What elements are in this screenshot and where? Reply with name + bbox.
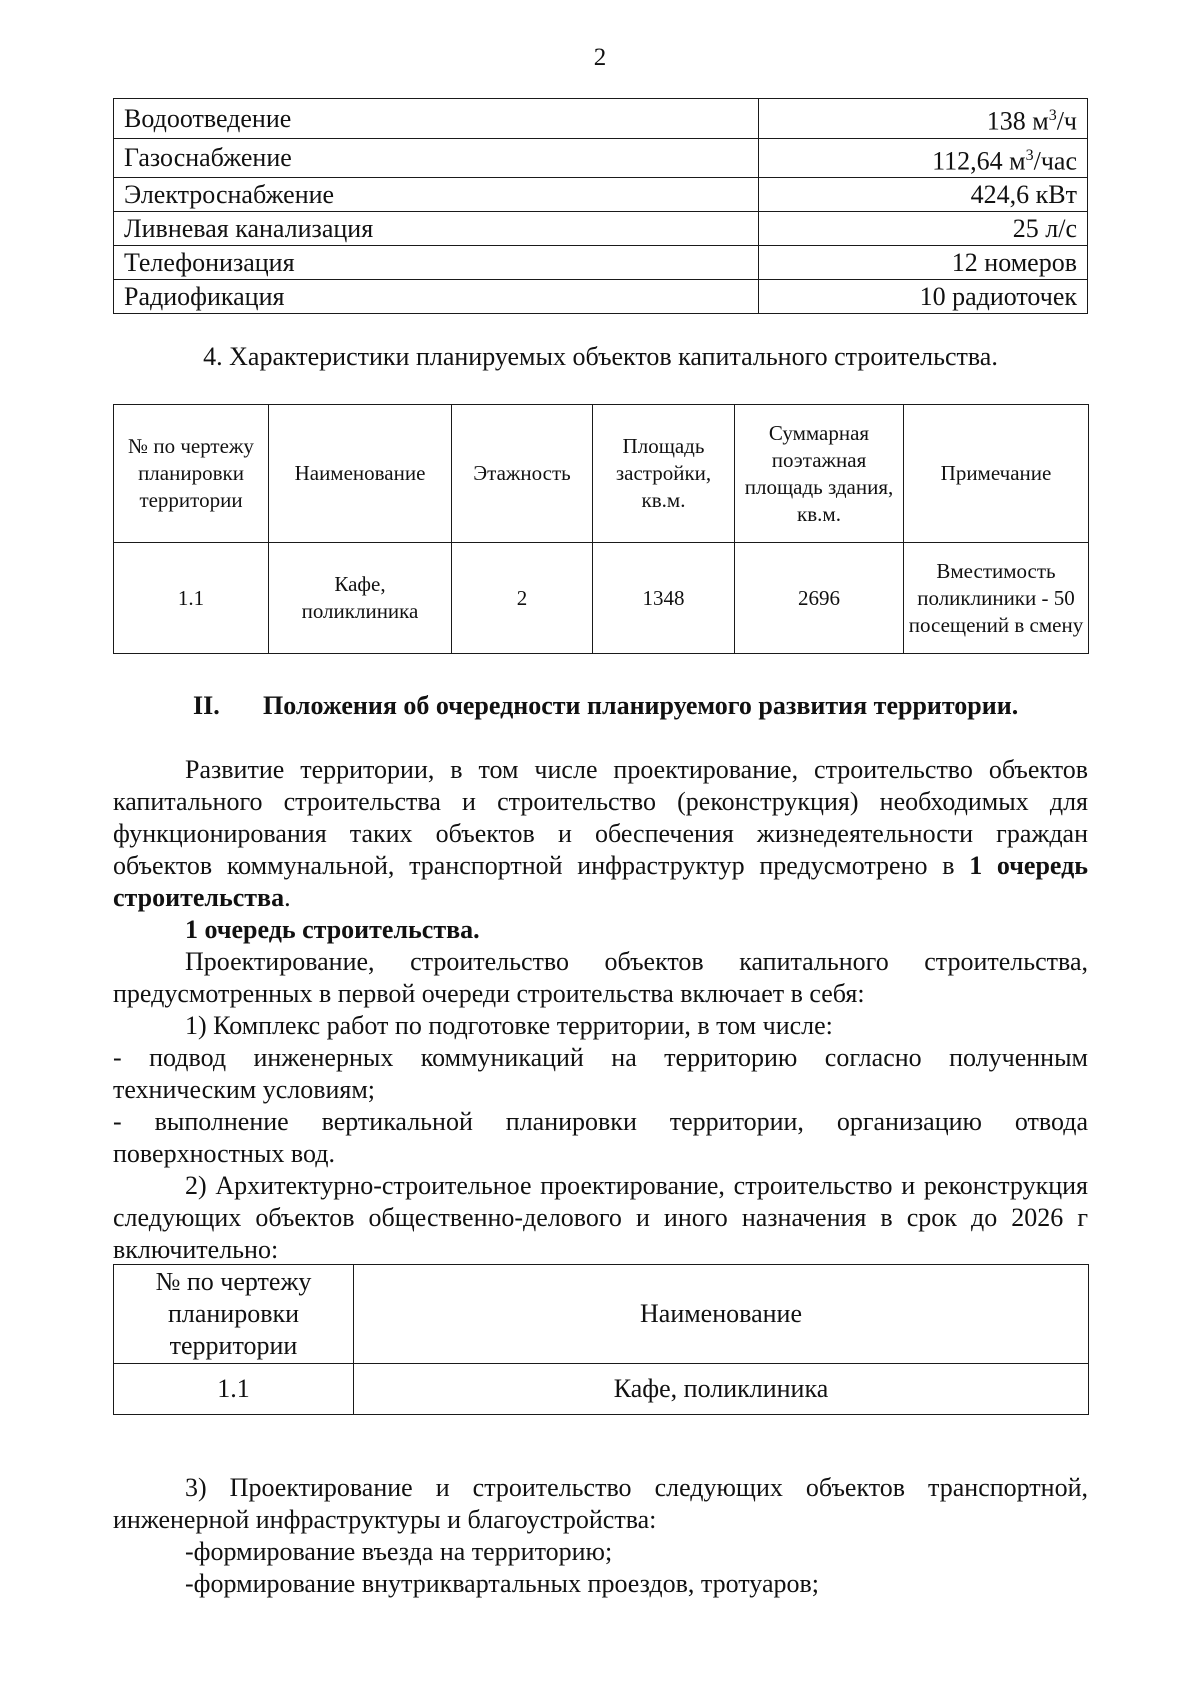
table-row [114, 99, 1088, 139]
table-cell: 1.1 [114, 1364, 354, 1415]
section-title: Положения об очередности планируемого развития территории. [263, 691, 1019, 720]
section-number: II. [193, 691, 220, 720]
dash-item-1: - подвод инженерных коммуникаций на территорию согласно полученным техническим условиям; [113, 1043, 1088, 1104]
bullet-item-1: -формирование въезда на территорию; [185, 1537, 613, 1566]
column-header: Суммарная поэтажная площадь здания, кв.м. [735, 405, 904, 543]
list-item-3: 3) Проектирование и строительство следующих объектов транспортной, инженерной инфраструктуры и благоустройства: [113, 1473, 1088, 1534]
table-row [114, 280, 1088, 314]
table-cell: 2696 [735, 543, 904, 654]
list-item-1: 1) Комплекс работ по подготовке территории, в том числе: [185, 1011, 833, 1040]
table-header-row [114, 1265, 1089, 1364]
table-row [114, 178, 1088, 212]
paragraph-design: Проектирование, строительство объектов капитального строительства, предусмотренных в первой очереди строительства включает в себя: [113, 947, 1088, 1008]
utility-value: 10 радиоточек [759, 280, 1088, 314]
utility-value: 138 $м^3/ч$ [759, 99, 1088, 139]
utility-name: Электроснабжение [114, 178, 759, 212]
column-header: № по чертежу планировки территории [114, 1265, 354, 1364]
table-row [114, 246, 1088, 280]
list-item-2: 2) Архитектурно-строительное проектирование, строительство и реконструкция следующих объектов общественно-делового и иного назначения в срок до 2026 г включительно: [113, 1171, 1088, 1264]
table-header-row [114, 405, 1089, 543]
table-cell: 2 [452, 543, 593, 654]
table-cell: Кафе, поликлиника [354, 1364, 1089, 1415]
table-row [114, 138, 1088, 178]
column-header: Площадь застройки, кв.м. [593, 405, 735, 543]
table-row [114, 212, 1088, 246]
utility-name: Радиофикация [114, 280, 759, 314]
table-cell: 1.1 [114, 543, 269, 654]
column-header: Примечание [904, 405, 1089, 543]
column-header: Наименование [269, 405, 452, 543]
characteristics-table [113, 404, 1089, 654]
section-4-title: 4. Характеристики планируемых объектов капитального строительства. [203, 342, 998, 371]
paragraph-development: Развитие территории, в том числе проектирование, строительство объектов капитального строительства и строительство (реконструкция) необходимых для функционирования таких объектов и обеспечения жизнедеятельности граждан объектов коммунальной, транспортной инфраструктур предусмотрено в 1 очередь строительства. [113, 755, 1088, 912]
table-cell: 1348 [593, 543, 735, 654]
utility-name: Газоснабжение [114, 138, 759, 178]
utility-name: Телефонизация [114, 246, 759, 280]
column-header: № по чертежу планировки территории [114, 405, 269, 543]
table-cell: Вместимость поликлиники - 50 посещений в смену [904, 543, 1089, 654]
utility-value: 112,64 $м^3$/час [759, 138, 1088, 178]
utility-value: 12 номеров [759, 246, 1088, 280]
queue-table [113, 1264, 1089, 1415]
bullet-item-2: -формирование внутриквартальных проездов, тротуаров; [185, 1569, 819, 1598]
page-number: 2 [593, 44, 607, 71]
dash-item-2: - выполнение вертикальной планировки территории, организацию отвода поверхностных вод. [113, 1107, 1088, 1168]
column-header: Этажность [452, 405, 593, 543]
queue-heading: 1 очередь строительства. [185, 915, 480, 944]
utility-value: 25 л/с [759, 212, 1088, 246]
table-cell: Кафе, поликлиника [269, 543, 452, 654]
table-row [114, 1364, 1089, 1415]
column-header: Наименование [354, 1265, 1089, 1364]
utility-name: Ливневая канализация [114, 212, 759, 246]
table-row [114, 543, 1089, 654]
utility-value: 424,6 кВт [759, 178, 1088, 212]
utility-name: Водоотведение [114, 99, 759, 139]
utilities-table [113, 98, 1088, 314]
